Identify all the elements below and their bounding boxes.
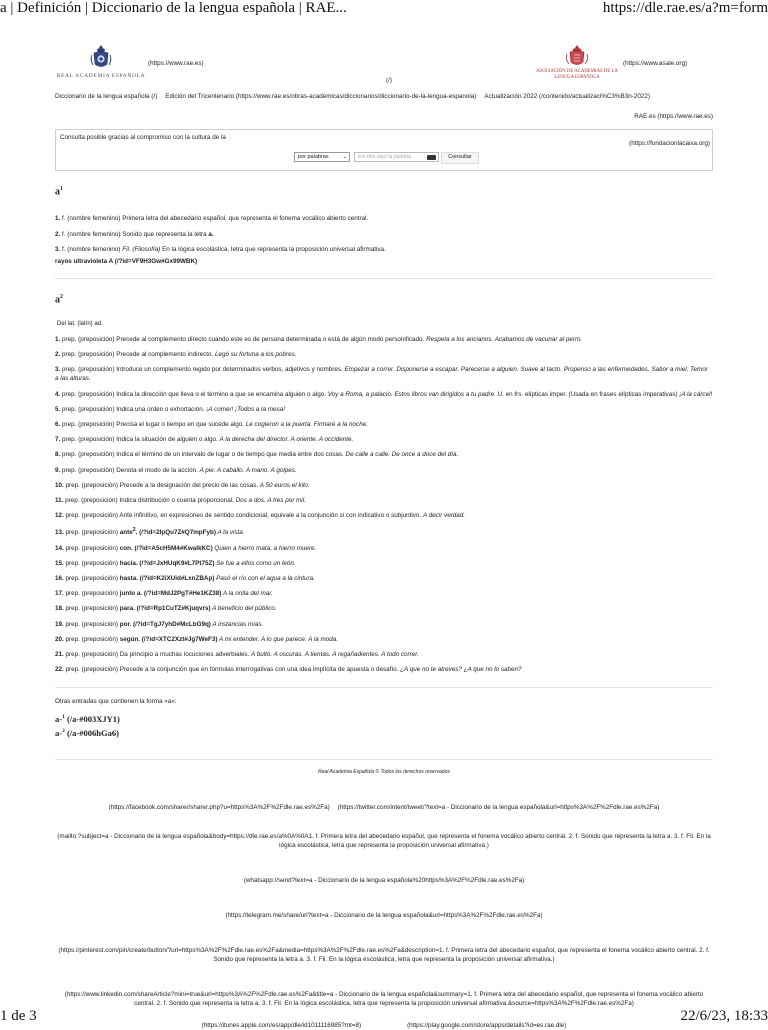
sense-number: 3. bbox=[55, 366, 61, 374]
sense-text: prep. (preposición) Precede al complemento indirecto. bbox=[62, 351, 215, 359]
asale-logo-text bbox=[529, 69, 625, 80]
sense-item bbox=[55, 496, 713, 505]
nav-dle[interactable]: Diccionario de la lengua española (/) bbox=[55, 93, 158, 100]
print-url: https://dle.rae.es/a?m=form bbox=[602, 0, 768, 16]
other-entries bbox=[55, 687, 713, 739]
sense-number: 17. bbox=[55, 590, 64, 598]
related-link[interactable] bbox=[120, 636, 218, 643]
rae-logo-text: REAL ACADEMIA ESPAÑOLA bbox=[56, 73, 146, 79]
sense-example: Empezar a correr. Disponerse a escapar. Parecerse a alguien. Suave al tacto. Propenso a las enfermedades. Sabor a miel. Temor a las alturas. bbox=[55, 366, 708, 383]
sense-example: si bbox=[339, 512, 345, 520]
sense-number: 11. bbox=[55, 496, 64, 504]
sense-example: Le cogieron a la puerta. Firmaré a la noche. bbox=[245, 420, 368, 428]
sense-text: prep. (preposición) bbox=[65, 620, 120, 628]
sense-text: con indicativo o subjuntivo. bbox=[344, 512, 423, 520]
etymology: Del lat. (latín) ad. bbox=[57, 321, 103, 328]
sense-text: prep. (preposición) Indica la dirección que lleva o el término a que se encamina alguien o algo. bbox=[62, 390, 328, 398]
search-placeholder: Escriba aquí la palabra bbox=[358, 154, 412, 160]
related-link[interactable] bbox=[120, 575, 215, 582]
sense-item bbox=[55, 466, 713, 475]
sense-text: prep. (preposición) Denota el modo de la acción. bbox=[62, 466, 200, 474]
related-url: (/?id=TgJ7yhD#McLbG9q) bbox=[131, 620, 211, 628]
related-word: con. bbox=[119, 544, 133, 552]
sense-text: prep. (preposición) Da principio a muchas locuciones adverbiales. bbox=[65, 650, 252, 658]
sense-item bbox=[55, 481, 713, 490]
related-url: (/?id=XTC2Xzt#Jg7WeF3) bbox=[140, 635, 218, 643]
sense-item bbox=[55, 511, 713, 520]
related-word: por. bbox=[119, 620, 132, 628]
google-play-link[interactable]: (https://play.google.com/store/apps/details?id=es.rae.dle) bbox=[407, 1021, 567, 1029]
sense-example: A bulto. A oscuras. A tientas. A regañadientes. A todo correr. bbox=[251, 650, 419, 658]
sense-example: Dos a dos. A tres por mil. bbox=[235, 496, 306, 504]
related-url: (/?id=K2iXUid#LxnZBAp) bbox=[137, 574, 215, 582]
sense-item bbox=[55, 665, 713, 674]
sense-text: prep. (preposición) Indica distribución o cuenta proporcional. bbox=[65, 496, 236, 504]
related-link[interactable] bbox=[120, 529, 216, 536]
sense-number: 13. bbox=[55, 529, 64, 537]
sense-number: 21. bbox=[55, 650, 64, 658]
sense-number: 9. bbox=[55, 466, 61, 474]
sense-example: Se fue a ellos como un león. bbox=[214, 559, 296, 567]
print-title: a | Definición | Diccionario de la lengua española | RAE... bbox=[0, 0, 347, 16]
sense-example: Quien a hierro mata, a hierro muere. bbox=[212, 544, 317, 552]
sense-text: prep. (preposición) bbox=[65, 635, 120, 643]
asale-logo-line: ASOCIACIÓN DE ACADEMIAS DE LA bbox=[536, 69, 618, 74]
sense-item bbox=[55, 604, 713, 613]
sense-number: 22. bbox=[55, 666, 64, 674]
related-link[interactable] bbox=[120, 560, 215, 567]
search-mode-value: por palabras bbox=[298, 154, 329, 160]
sense-item bbox=[55, 574, 713, 583]
sense-number: 4. bbox=[55, 390, 61, 398]
sense-item bbox=[55, 390, 713, 399]
sense-number: 6. bbox=[55, 420, 61, 428]
rae-logo[interactable] bbox=[55, 44, 147, 81]
related-word: junto a. bbox=[119, 590, 143, 598]
sense-text: prep. (preposición) bbox=[65, 590, 120, 598]
sense-number: 14. bbox=[55, 544, 64, 552]
sense-number: 18. bbox=[55, 605, 64, 613]
sense-example: A la vista. bbox=[215, 529, 245, 537]
chevron-down-icon: ⌄ bbox=[342, 154, 347, 160]
sense-example: A instancias mías. bbox=[210, 620, 264, 628]
sense-number: 20. bbox=[55, 635, 64, 643]
sense-number: 12. bbox=[55, 512, 64, 520]
sense-number: 7. bbox=[55, 436, 61, 444]
share-row bbox=[55, 803, 713, 812]
sense-item bbox=[55, 435, 713, 444]
sense-item bbox=[55, 335, 713, 344]
sense-list bbox=[55, 214, 713, 265]
related-url: (/?id=MdJ2PgT#He1KZ38) bbox=[142, 590, 222, 598]
sense-item: 3. f. (nombre femenino) Fil. (Filosofía) En la lógica escolástica, letra que representa la proposición universal afirmativa. bbox=[55, 245, 386, 253]
rae-crest-icon bbox=[90, 44, 112, 70]
share-pinterest-link[interactable]: (https://pinterest.com/pin/create/button/?url=https%3A%2F%2Fdle.rae.es%2Fa&media=https%3A%2F%2Fdle.rae.es%2Fa&description=1. f. Primera letra del abecedario español, que representa el fonema vocálico abierto central. 2. f. Sonido que representa la letra a. 3. f. Fil. En la lógica escolástica, letra que representa la proposición universal afirmativa.) bbox=[58, 946, 710, 963]
sponsor-text: Consulta posible gracias al compromiso con la cultura de la bbox=[60, 134, 226, 141]
sense-text: prep. (preposición) bbox=[65, 529, 120, 537]
sense-number: 19. bbox=[55, 620, 64, 628]
sense-number: 15. bbox=[55, 559, 64, 567]
related-superscript: 2 bbox=[132, 527, 136, 534]
related-link[interactable] bbox=[120, 545, 213, 552]
sense-text: U. en frs. elípticas imper. (Usada en frases elípticas imperativas) bbox=[495, 390, 680, 398]
sense-text: prep. (preposición) Indica una orden o exhortación. bbox=[62, 405, 207, 413]
sense-text: prep. (preposición) Precede al complemento directo cuando este es de persona determinada o está de algún modo personificado. bbox=[62, 336, 427, 344]
sense-item bbox=[55, 350, 713, 359]
sense-example: A decir verdad. bbox=[422, 512, 466, 520]
sense-text: prep. (preposición) Indica el término de un intervalo de lugar o de tiempo que media entre dos cosas. bbox=[62, 451, 346, 459]
sense-text: prep. (preposición) Ante infinitivo, en expresiones de sentido condicional, equivale a la conjunción bbox=[65, 512, 340, 520]
sense-text: prep. (preposición) Indica la situación de alguien o algo. bbox=[62, 436, 220, 444]
sense-text: prep. (preposición) Precede a la designación del precio de las cosas. bbox=[65, 481, 260, 489]
sense-item bbox=[55, 450, 713, 459]
sense-example: Legó su fortuna a los pobres. bbox=[214, 351, 297, 359]
sense-item bbox=[55, 650, 713, 659]
related-url: . (/?id=2lpQu7Z#Q7mpFyb) bbox=[135, 529, 216, 537]
sense-number: 1. bbox=[55, 336, 61, 344]
copyright: Real Academia Española © Todos los derechos reservados bbox=[55, 759, 713, 777]
nav-actualizacion[interactable]: Actualización 2022 (/contenido/actualizaci%C3%B3n-2022) bbox=[484, 93, 650, 100]
sense-example: ¡A comer! ¡Todos a la mesa! bbox=[206, 405, 285, 413]
asale-logo-line: LENGUA ESPAÑOLA bbox=[554, 74, 600, 80]
sense-text: prep. (preposición) Introduce un complemento regido por determinados verbos, adjetivos y nombres. bbox=[62, 366, 345, 374]
sense-example: A beneficio del público. bbox=[210, 605, 277, 613]
sense-text: prep. (preposición) bbox=[65, 559, 120, 567]
sense-number: 16. bbox=[55, 574, 64, 582]
sense-text: prep. (preposición) bbox=[65, 605, 120, 613]
headword: $a^2$ bbox=[55, 293, 63, 306]
sense-example: ¿A que no te atreves? ¿A que no lo saben? bbox=[400, 666, 522, 674]
asale-logo[interactable] bbox=[529, 44, 625, 80]
search-input[interactable] bbox=[354, 152, 439, 162]
sense-item bbox=[55, 620, 713, 629]
entry-a1 bbox=[55, 183, 713, 266]
sense-item: 2. f. (nombre femenino) Sonido que representa la letra a. bbox=[55, 230, 214, 238]
asale-crest-icon bbox=[565, 44, 589, 68]
other-entry-link[interactable]: a-$^1$ (/a-#003XJY1) bbox=[55, 713, 120, 724]
sense-example: A la orilla del mar. bbox=[221, 590, 273, 598]
related-link[interactable] bbox=[120, 605, 211, 612]
share-twitter-link[interactable]: (https://twitter.com/intent/tweet/?text=a - Diccionario de la lengua española&url=https%3A%2F%2Fdle.rae.es%2Fa) bbox=[337, 803, 660, 811]
sense-text: prep. (preposición) Precisa el lugar o tiempo en que sucede algo. bbox=[62, 420, 246, 428]
top-bar bbox=[55, 44, 713, 90]
sense-text: prep. (preposición) Precede a la conjunción que en fórmulas interrogativas con una idea implícita de apuesta o desafío. bbox=[65, 666, 401, 674]
related-word: hacia. bbox=[119, 559, 138, 567]
share-facebook-link[interactable]: (https://facebook.com/sharer/sharer.php?u=https%3A%2F%2Fdle.rae.es%2Fa) bbox=[108, 803, 330, 811]
other-entries-title: Otras entradas que contienen la forma «a»: bbox=[55, 698, 177, 706]
main-nav bbox=[55, 92, 713, 101]
share-whatsapp-link[interactable]: (whatsapp://send?text=a - Diccionario de la lengua española%20https%3A%2F%2Fdle.rae.es%2Fa) bbox=[243, 876, 525, 884]
print-page-number: 1 de 3 bbox=[0, 1008, 37, 1024]
asale-link[interactable]: (https://www.asale.org) bbox=[623, 60, 688, 67]
sense-example: ¡A la cárcel! bbox=[679, 390, 713, 398]
home-link[interactable]: (/) bbox=[386, 77, 392, 84]
sense-example: A 50 euros el kilo. bbox=[259, 481, 310, 489]
sense-example: A mi entender. A lo que parece. A la moda. bbox=[217, 635, 338, 643]
rae-link[interactable]: (https://www.rae.es) bbox=[148, 60, 204, 67]
sense-item bbox=[55, 526, 713, 537]
related-word: ante bbox=[119, 529, 133, 537]
itunes-link[interactable]: (https://itunes.apple.com/es/app/dle/id1011116985?mt=8) bbox=[201, 1021, 362, 1029]
entry-a2 bbox=[55, 291, 713, 674]
related-link[interactable] bbox=[120, 621, 211, 628]
nav-edicion[interactable]: Edición del Tricentenario (https://www.rae.es/obras-academicas/diccionarios/diccionario-de-la-lengua-espanola) bbox=[165, 93, 477, 100]
related-link[interactable] bbox=[120, 590, 222, 597]
sense-text: prep. (preposición) bbox=[65, 574, 120, 582]
related-url: (/?id=Rp1CuTZ#Kjuqvrs) bbox=[134, 605, 211, 613]
print-datetime: 22/6/23, 18:33 bbox=[680, 1008, 768, 1024]
sense-number: 8. bbox=[55, 451, 61, 459]
sponsor-link[interactable]: (https://fundacionlacaixa.org) bbox=[629, 140, 710, 147]
sense-example: Voy a Roma, a palacio. Estos libros van dirigidos a tu padre. bbox=[327, 390, 496, 398]
sense-item bbox=[55, 559, 713, 568]
sense-text: prep. (preposición) bbox=[65, 544, 120, 552]
sense-example: Pasó el río con el agua a la cintura. bbox=[214, 574, 315, 582]
related-url: (/?id=A5cH5M4#KwalkKC) bbox=[132, 544, 213, 552]
search-mode-select[interactable] bbox=[294, 152, 350, 162]
share-mail-link[interactable]: (mailto:?subject=a - Diccionario de la lengua española&body=https://dle.rae.es/a%0A%0A1. f. Primera letra del abecedario español, que representa el fonema vocálico abierto central. 2. f. Sonido que representa la letra a. 3. f. Fil. En la lógica escolástica, letra que representa la proposición universal afirmativa.) bbox=[57, 832, 711, 849]
headword: $a^1$ bbox=[55, 186, 63, 198]
share-telegram-link[interactable]: (https://telegram.me/share/url?text=a - Diccionario de la lengua española&url=https%3A%2F%2Fdle.rae.es%2Fa) bbox=[225, 911, 543, 919]
related-word: hasta. bbox=[119, 574, 138, 582]
other-entry-link[interactable]: a-$^2$ (/a-#006hGa6) bbox=[55, 727, 119, 738]
search-panel bbox=[55, 129, 713, 171]
sense-item bbox=[55, 589, 713, 598]
divider bbox=[55, 278, 713, 279]
keyboard-icon[interactable] bbox=[427, 155, 436, 160]
rae-es-link[interactable]: RAE.es (https://www.rae.es) bbox=[634, 113, 713, 120]
sense-item bbox=[55, 544, 713, 553]
share-linkedin-link[interactable]: (https://www.linkedin.com/shareArticle?mini=true&url=https%3A%2F%2Fdle.rae.es%2Fa&title=a - Diccionario de la lengua española&summary=1. f. Primera letra del abecedario español, que representa el fonema vocálico abierto central. 2. f. Sonido que representa la letra a. 3. f. Fil. En la lógica escolástica, letra que representa la proposición universal afirmativa.&source=https%3A%2F%2Fdle.rae.es%2Fa) bbox=[64, 990, 704, 1007]
sense-number: 5. bbox=[55, 405, 61, 413]
sense-item bbox=[55, 405, 713, 414]
sense-example: A la derecha del director. A oriente. A occidente. bbox=[219, 436, 354, 444]
related-url: (/?id=JxHUqK9#L7Pt75Z) bbox=[137, 559, 215, 567]
sense-example: Respeta a los ancianos. Acabamos de vacunar al perro. bbox=[426, 336, 583, 344]
sense-item bbox=[55, 365, 713, 383]
sense-item bbox=[55, 635, 713, 644]
print-footer bbox=[0, 1008, 768, 1024]
related-word: según. bbox=[119, 635, 141, 643]
sense-example: De calle a calle. De once a doce del día. bbox=[345, 451, 459, 459]
sense-item bbox=[55, 420, 713, 429]
related-word: para. bbox=[119, 605, 135, 613]
sense-example: A pie. A caballo. A mano. A golpes. bbox=[199, 466, 297, 474]
consultar-button[interactable]: Consultar bbox=[441, 152, 479, 164]
sense-item: 1. f. (nombre femenino) Primera letra del abecedario español, que representa el fonema vocálico abierto central. bbox=[55, 215, 369, 223]
page-content bbox=[55, 44, 713, 1030]
sense-number: 2. bbox=[55, 351, 61, 359]
print-header bbox=[0, 0, 768, 18]
sense-number: 10. bbox=[55, 481, 64, 489]
related-link[interactable]: rayos ultravioleta A (/?id=VF9H3Gw#Gx99WBK) bbox=[55, 257, 198, 265]
sense-list bbox=[55, 335, 713, 674]
